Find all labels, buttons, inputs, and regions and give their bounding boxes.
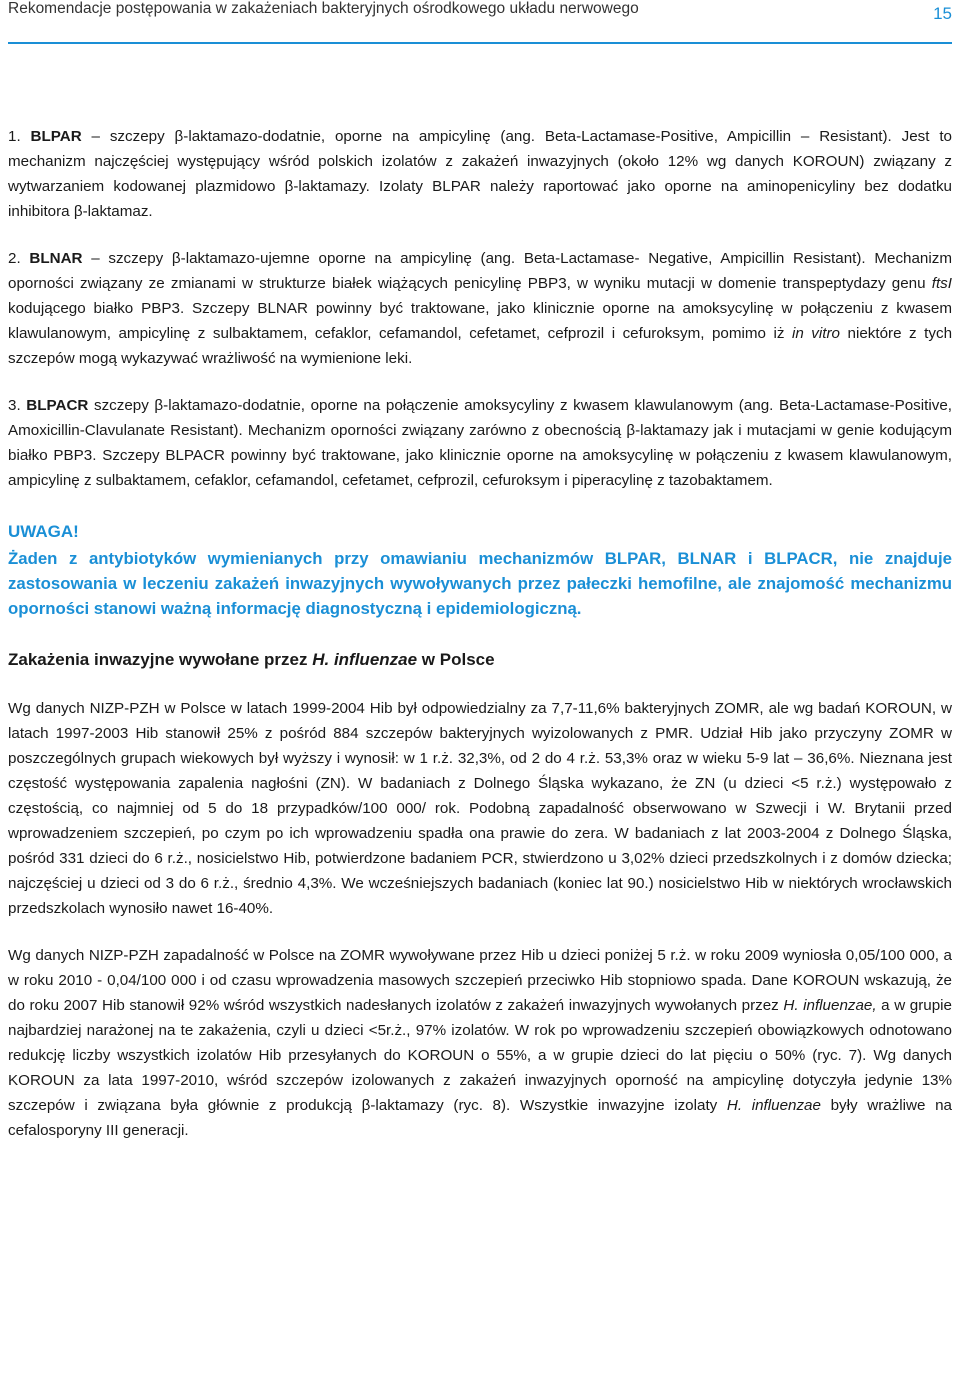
heading-text: Zakażenia inwazyjne wywołane przez: [8, 650, 313, 669]
item-number: 2.: [8, 250, 30, 267]
paragraph-text: – szczepy β-laktamazo-dodatnie, oporne na ampicylinę (ang. Beta-Lactamase-Positive, Ampicillin – Resistant). Jest to mechanizm najczęściej występujący wśród polskich izolatów z zakażeń inwazyjnych (około 12% wg danych KOROUN) związany z wytwarzaniem kodowanej plazmidowo β-laktamazy. Izolaty BLPAR należy raportować jako oporne na aminopenicyliny bez dodatku inhibitora β-laktamaz.: [8, 128, 952, 220]
paragraph-text: kodującego białko PBP3. Szczepy BLNAR powinny być traktowane, jako klinicznie oporne na amoksycylinę w połączeniu z kwasem klawulanowym, ampicylinę z sulbaktamem, cefaklor, cefamandol, cefetamet, cefprozil i cefuroksym, pomimo iż: [8, 300, 952, 342]
paragraph-text: a w grupie najbardziej narażonej na te zakażenia, czyli u dzieci <5r.ż., 97% izolatów. W rok po wprowadzeniu szczepień obowiązkowych odnotowano redukcję liczby wszystkich izolatów Hib przesyłanych do KOROUN o 55%, a w grupie dzieci do lat pięciu o 50% (ryc. 7). Wg danych KOROUN za lata 1997-2010, wśród szczepów izolowanych z zakażeń inwazyjnych oporność na ampicylinę dotyczyła jedynie 13% szczepów i związana była głównie z produkcją β-laktamazy (ryc. 8). Wszystkie inwazyjne izolaty: [8, 997, 952, 1114]
item-number: 3.: [8, 397, 27, 414]
running-title: Rekomendacje postępowania w zakażeniach bakteryjnych ośrodkowego układu nerwowego: [8, 0, 639, 17]
species-name: H. influenzae: [726, 1097, 821, 1114]
paragraph-blpacr: [8, 393, 952, 493]
paragraph-incidence: [8, 943, 952, 1143]
page-number: 15: [933, 4, 952, 23]
paragraph-text: Wg danych NIZP-PZH zapadalność w Polsce na ZOMR wywoływane przez Hib u dzieci poniżej 5 r.ż. w roku 2009 wyniosła 0,05/100 000, a w roku 2010 - 0,04/100 000 i od czasu wprowadzenia masowych szczepień przeciwko Hib stopniowo spada. Dane KOROUN wskazują, że do roku 2007 Hib stanowił 92% wśród wszystkich nadesłanych izolatów z zakażeń inwazyjnych wywołanych przez: [8, 947, 952, 1014]
in-vitro: in vitro: [791, 325, 840, 342]
warning-title: UWAGA!: [8, 522, 79, 541]
term-blpar: BLPAR: [30, 128, 82, 145]
paragraph-epidemiology: Wg danych NIZP-PZH w Polsce w latach 1999-2004 Hib był odpowiedzialny za 7,7-11,6% bakteryjnych ZOMR, ale wg badań KOROUN, w latach 1997-2003 Hib stanowił 25% z pośród 884 szczepów bakteryjnych wyizolowanych z PMR. Udział Hib jako przyczyny ZOMR w poszczególnych grupach wiekowych był wyższy i wynosił: w 1 r.ż. 32,3%, od 2 do 4 r.ż. 53,3% oraz w wieku 5-9 lat – 36,6%. Nieznana jest częstość występowania zapalenia nagłośni (ZN). W badaniach z Dolnego Śląska wykazano, że ZN (u dzieci <5 r.ż.) występowało z częstością, co najmniej od 5 do 18 przypadków/100 000/ rok. Podobną zapadalność obserwowano w Szwecji i W. Brytanii przed wprowadzeniem szczepień, po czym po ich wprowadzeniu spadła ona prawie do zera. W badaniach z lat 2003-2004 z Dolnego Śląska, pośród 331 dzieci do 6 r.ż., nosicielstwo Hib, potwierdzone badaniem PCR, stwierdzono u 3,02% dzieci przedszkolnych i z domów dziecka; najczęściej u dzieci od 3 do 6 r.ż., średnio 4,3%. We wcześniejszych badaniach (koniec lat 90.) nosicielstwo Hib w niektórych wrocławskich przedszkolach wynosiło nawet 16-40%.: [8, 700, 952, 917]
section-heading: [8, 647, 952, 672]
paragraph-text: niektóre z tych szczepów mogą wykazywać wrażliwość na wymienione leki.: [8, 325, 953, 367]
page-header: [8, 0, 952, 44]
paragraph-text: szczepy β-laktamazo-dodatnie, oporne na połączenie amoksycyliny z kwasem klawulanowym (ang. Beta-Lactamase-Positive, Amoxicillin-Clavulanate Resistant). Mechanizm oporności związany zarówno z obecnością β-laktamazy jak i mutacjami w genie kodującym białko PBP3. Szczepy BLPACR powinny być traktowane, jako klinicznie oporne na amoksycylinę w połączeniu z kwasem klawulanowym, ampicylinę z sulbaktamem, cefaklor, cefamandol, cefetamet, cefprozil, cefuroksym i piperacylinę z tazobaktamem.: [8, 397, 952, 489]
term-blnar: BLNAR: [29, 250, 83, 267]
heading-species: H. influenzae: [312, 650, 418, 669]
gene-name: ftsI: [931, 275, 952, 292]
term-blpacr: BLPACR: [26, 397, 89, 414]
paragraph-blpar: [8, 124, 952, 224]
warning-body: Żaden z antybiotyków wymienianych przy omawianiu mechanizmów BLPAR, BLNAR i BLPACR, nie znajduje zastosowania w leczeniu zakażeń inwazyjnych wywoływanych przez pałeczki hemofilne, ale znajomość mechanizmu oporności stanowi ważną informację diagnostyczną i epidemiologiczną.: [8, 549, 952, 618]
species-name: H. influenzae,: [783, 997, 877, 1014]
paragraph-text: były wrażliwe na cefalosporyny III generacji.: [8, 1097, 952, 1139]
heading-text: w Polsce: [417, 650, 495, 669]
paragraph-blnar: [8, 246, 952, 371]
paragraph-text: – szczepy β-laktamazo-ujemne oporne na ampicylinę (ang. Beta-Lactamase- Negative, Ampicillin Resistant). Mechanizm oporności związany ze zmianami w strukturze białek wiążących penicylinę PBP3: [8, 250, 952, 292]
item-number: 1.: [8, 128, 31, 145]
page-content: [8, 124, 952, 1165]
paragraph-text: , w wyniku mutacji w domenie transpeptydazy genu: [566, 275, 932, 292]
